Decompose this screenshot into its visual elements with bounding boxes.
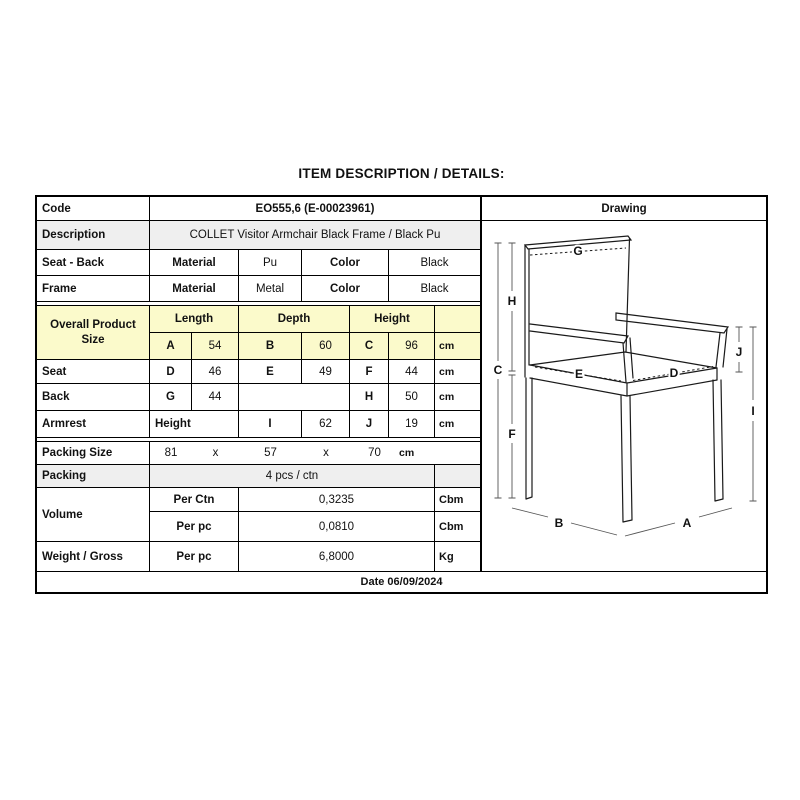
frame-material-value: Metal bbox=[239, 276, 302, 301]
armrest-unit: cm bbox=[439, 418, 455, 430]
dim-label-i: I bbox=[751, 404, 755, 418]
volume-per-pc-value: 0,0810 bbox=[239, 512, 435, 541]
frame-material-label: Material bbox=[150, 276, 239, 301]
volume-per-ctn-label: Per Ctn bbox=[150, 488, 239, 511]
spec-table bbox=[35, 195, 768, 594]
packing-value: 4 pcs / ctn bbox=[150, 465, 435, 487]
row-packing-size bbox=[37, 442, 480, 465]
packing-size-value bbox=[150, 442, 480, 464]
dim-line-b bbox=[512, 508, 617, 535]
armrest-label: Armrest bbox=[37, 411, 150, 437]
volume-section bbox=[37, 488, 480, 542]
chair-legs bbox=[526, 378, 723, 522]
dim-g-value: 44 bbox=[192, 384, 239, 410]
dim-i-value: 62 bbox=[302, 411, 350, 437]
seat-back-material-label: Material bbox=[150, 250, 239, 275]
dim-j-key: J bbox=[350, 411, 389, 437]
volume-per-pc-label: Per pc bbox=[150, 512, 239, 541]
dim-label-f: F bbox=[508, 427, 516, 441]
packing-size-x1: x bbox=[212, 447, 219, 459]
packing-size-unit: cm bbox=[399, 447, 415, 459]
seat-back-material-value: Pu bbox=[239, 250, 302, 275]
dim-d-key: D bbox=[150, 360, 192, 383]
seat-label: Seat bbox=[37, 360, 150, 383]
row-volume-pc bbox=[150, 512, 480, 541]
frame-color-label: Color bbox=[302, 276, 389, 301]
row-size-headers bbox=[150, 306, 480, 333]
drawing-area bbox=[482, 221, 766, 571]
row-size-values bbox=[150, 333, 480, 359]
dim-c-value: 96 bbox=[389, 333, 435, 359]
row-weight bbox=[37, 542, 480, 571]
weight-per-label: Per pc bbox=[150, 542, 239, 571]
table-body bbox=[37, 197, 766, 571]
packing-label: Packing bbox=[37, 465, 150, 487]
weight-unit: Kg bbox=[439, 550, 454, 563]
dim-label-j: J bbox=[735, 345, 743, 359]
dim-d-value: 46 bbox=[192, 360, 239, 383]
volume-per-pc-unit: Cbm bbox=[439, 520, 464, 533]
back-unit: cm bbox=[439, 391, 455, 403]
row-volume-ctn bbox=[150, 488, 480, 512]
dim-h-value: 50 bbox=[389, 384, 435, 410]
row-packing bbox=[37, 465, 480, 488]
dim-label-a: A bbox=[682, 516, 692, 530]
dim-j-value: 19 bbox=[389, 411, 435, 437]
overall-size-section bbox=[37, 306, 480, 360]
volume-per-ctn-value: 0,3235 bbox=[239, 488, 435, 511]
page-title: ITEM DESCRIPTION / DETAILS: bbox=[298, 166, 505, 181]
row-back bbox=[37, 384, 480, 411]
depth-header: Depth bbox=[239, 306, 350, 332]
dim-label-h: H bbox=[507, 294, 517, 308]
dim-b-key: B bbox=[239, 333, 302, 359]
dim-b-value: 60 bbox=[302, 333, 350, 359]
volume-label: Volume bbox=[37, 488, 150, 541]
seat-back-color-label: Color bbox=[302, 250, 389, 275]
seat-back-label: Seat - Back bbox=[37, 250, 150, 275]
weight-value: 6,8000 bbox=[239, 542, 435, 571]
dim-h-key: H bbox=[350, 384, 389, 410]
dim-a-value: 54 bbox=[192, 333, 239, 359]
dim-c-key: C bbox=[350, 333, 389, 359]
dim-label-d: D bbox=[669, 366, 679, 380]
row-armrest bbox=[37, 411, 480, 438]
dim-f-key: F bbox=[350, 360, 389, 383]
chair-technical-drawing-icon bbox=[482, 221, 766, 571]
row-description bbox=[37, 221, 480, 250]
description-value: COLLET Visitor Armchair Black Frame / Black Pu bbox=[189, 229, 441, 241]
date-row: Date 06/09/2024 bbox=[37, 571, 766, 592]
code-label: Code bbox=[37, 197, 150, 220]
dim-label-c: C bbox=[493, 363, 503, 377]
dim-i-key: I bbox=[239, 411, 302, 437]
volume-per-ctn-unit: Cbm bbox=[439, 493, 464, 506]
row-seat-back bbox=[37, 250, 480, 276]
packing-size-x2: x bbox=[323, 447, 329, 459]
frame-label: Frame bbox=[37, 276, 150, 301]
dim-g-key: G bbox=[150, 384, 192, 410]
overall-unit: cm bbox=[439, 340, 455, 352]
dim-f-value: 44 bbox=[389, 360, 435, 383]
packing-size-v1: 81 bbox=[164, 447, 178, 459]
drawing-column bbox=[482, 197, 766, 571]
height-header: Height bbox=[350, 306, 435, 332]
back-label: Back bbox=[37, 384, 150, 410]
packing-size-label: Packing Size bbox=[37, 442, 150, 464]
seat-back-color-value: Black bbox=[420, 256, 449, 269]
weight-label: Weight / Gross bbox=[37, 542, 150, 571]
drawing-header: Drawing bbox=[482, 197, 766, 221]
dim-label-e: E bbox=[574, 367, 584, 381]
chair-seat bbox=[530, 352, 717, 396]
row-code bbox=[37, 197, 480, 221]
packing-size-v3: 70 bbox=[368, 447, 381, 459]
dim-line-a bbox=[625, 508, 732, 536]
details-table bbox=[37, 197, 482, 571]
dim-e-value: 49 bbox=[302, 360, 350, 383]
chair-armrest-right bbox=[616, 313, 728, 367]
packing-size-v2: 57 bbox=[264, 447, 277, 459]
dim-e-key: E bbox=[239, 360, 302, 383]
dim-label-g: G bbox=[573, 244, 583, 258]
overall-size-label: Overall Product Size bbox=[37, 306, 150, 359]
length-header: Length bbox=[150, 306, 239, 332]
dim-a-key: A bbox=[150, 333, 192, 359]
dim-label-b: B bbox=[554, 516, 564, 530]
seat-unit: cm bbox=[439, 365, 455, 378]
row-seat bbox=[37, 360, 480, 384]
frame-color-value: Black bbox=[420, 282, 449, 295]
packing-empty bbox=[435, 465, 480, 487]
armrest-height-label: Height bbox=[150, 411, 239, 437]
description-label: Description bbox=[37, 221, 150, 249]
size-header-empty bbox=[435, 306, 480, 332]
back-empty bbox=[239, 384, 350, 410]
code-value: EO555,6 (E-00023961) bbox=[255, 202, 375, 215]
row-frame bbox=[37, 276, 480, 302]
